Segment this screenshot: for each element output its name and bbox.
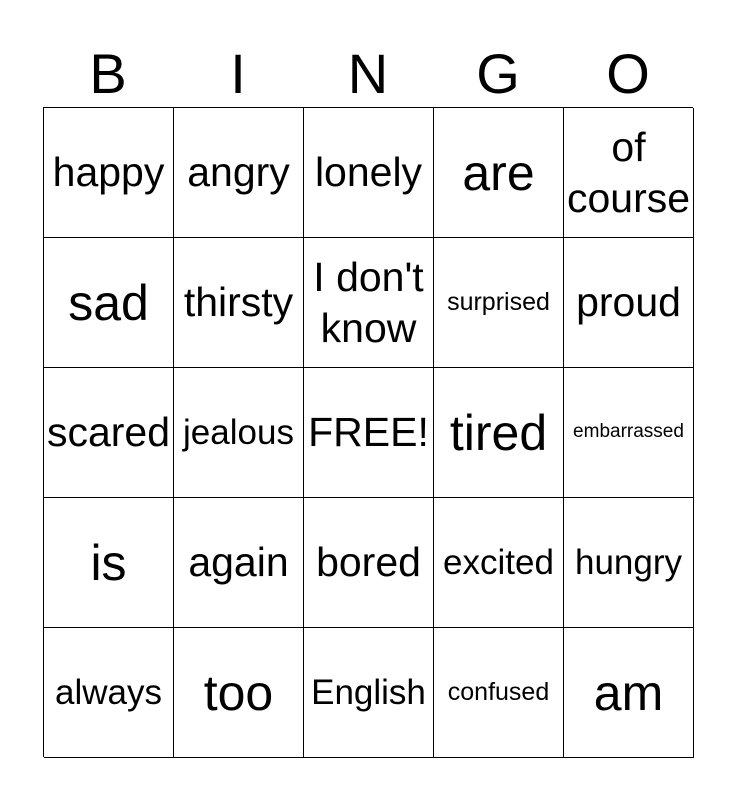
bingo-cell[interactable] (174, 238, 304, 368)
bingo-cell-label: jealous (183, 412, 294, 452)
bingo-cell[interactable] (564, 498, 694, 628)
header-letter-b: B (89, 42, 127, 105)
bingo-cell[interactable] (174, 108, 304, 238)
bingo-cell-label: thirsty (183, 279, 294, 326)
bingo-cell-label: excited (443, 542, 554, 582)
bingo-cell[interactable] (434, 498, 564, 628)
header-letter-g: G (476, 42, 520, 105)
bingo-cell[interactable] (174, 628, 304, 758)
header-letter-o: O (606, 42, 650, 105)
bingo-cell-label: embarrassed (573, 421, 684, 443)
bingo-cell[interactable] (564, 238, 694, 368)
bingo-cell-label: always (55, 672, 162, 712)
bingo-cell[interactable] (564, 108, 694, 238)
bingo-cell-label: I don't know (313, 254, 424, 351)
bingo-cell-label: hungry (574, 542, 683, 582)
header-letter-i: I (230, 42, 246, 105)
bingo-cell[interactable] (44, 108, 174, 238)
bingo-cell[interactable] (434, 238, 564, 368)
bingo-cell[interactable] (304, 108, 434, 238)
bingo-cell-label: bored (316, 539, 421, 586)
bingo-cell[interactable] (304, 628, 434, 758)
bingo-cell-label: is (90, 534, 127, 591)
bingo-cell[interactable] (44, 498, 174, 628)
bingo-cell-label: again (188, 539, 289, 586)
bingo-cell-label: tired (449, 404, 548, 461)
bingo-cell-label: are (462, 144, 535, 201)
bingo-cell-label: angry (187, 149, 290, 196)
bingo-cell-label: am (593, 664, 664, 721)
bingo-cell-label: of course (566, 124, 691, 221)
bingo-cell[interactable] (304, 238, 434, 368)
bingo-cell-label: happy (52, 149, 165, 196)
bingo-cell[interactable] (304, 498, 434, 628)
header-letter-n: N (347, 42, 389, 105)
bingo-cell[interactable] (174, 368, 304, 498)
bingo-cell-label: English (311, 672, 426, 712)
bingo-header (43, 40, 693, 108)
bingo-cell-label: lonely (314, 149, 423, 196)
bingo-board (43, 107, 693, 757)
bingo-cell[interactable] (44, 238, 174, 368)
bingo-cell-label: surprised (447, 288, 550, 316)
bingo-cell[interactable] (44, 368, 174, 498)
bingo-cell-label: sad (68, 274, 149, 331)
bingo-cell[interactable] (434, 368, 564, 498)
bingo-cell[interactable] (434, 628, 564, 758)
bingo-cell[interactable] (434, 108, 564, 238)
bingo-cell[interactable] (174, 498, 304, 628)
bingo-cell[interactable] (564, 368, 694, 498)
bingo-cell[interactable] (564, 628, 694, 758)
bingo-cell-label: proud (576, 279, 681, 326)
bingo-cell-label: confused (447, 678, 550, 706)
bingo-cell-label: FREE! (308, 409, 429, 456)
bingo-cell-label: too (203, 664, 274, 721)
bingo-cell-label: scared (46, 409, 171, 456)
bingo-cell[interactable] (304, 368, 434, 498)
bingo-cell[interactable] (44, 628, 174, 758)
